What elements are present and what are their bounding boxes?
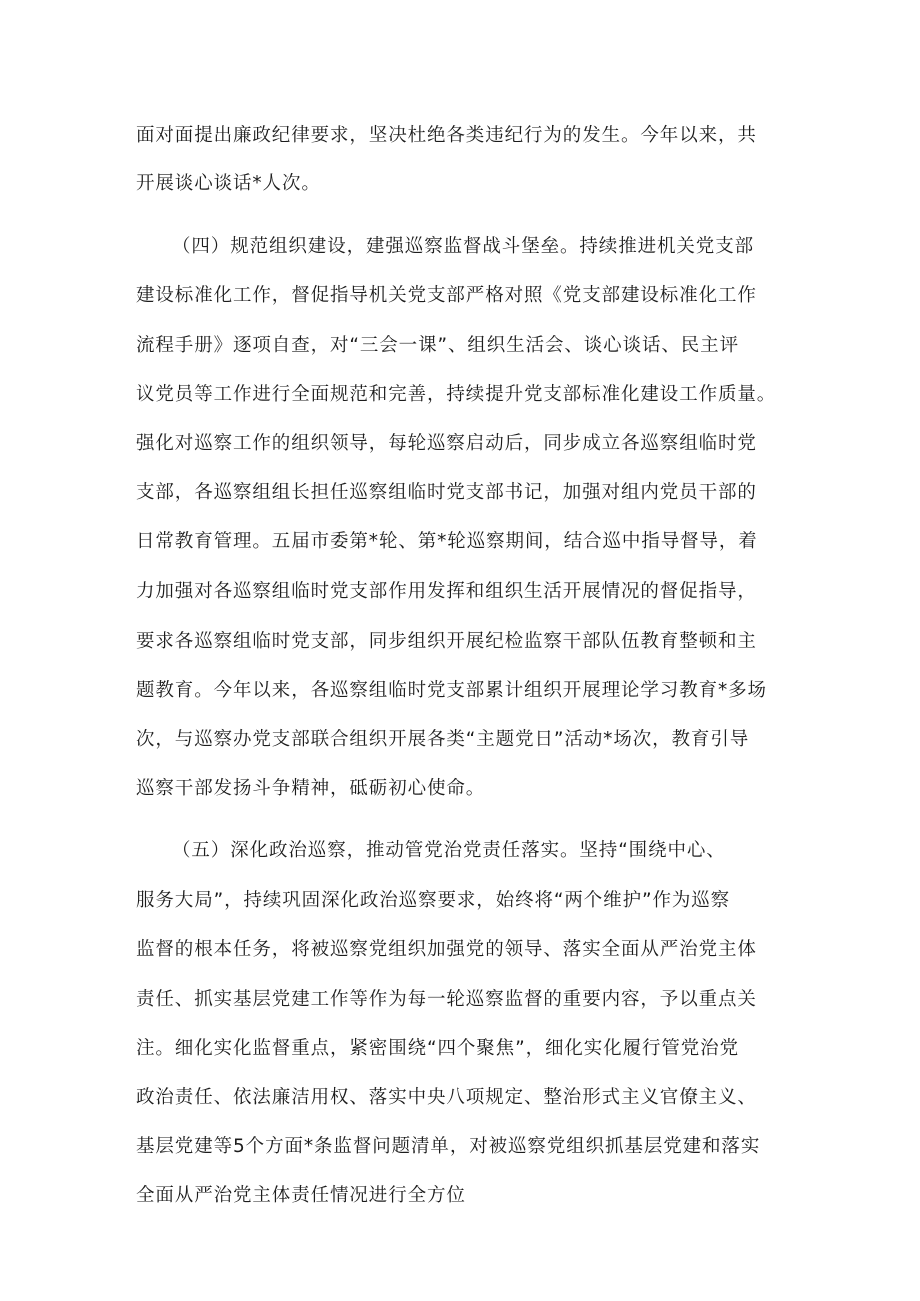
section-heading-line: （四）规范组织建设，建强巡察监督战斗堡垒。持续推进机关党支部	[172, 236, 755, 257]
text-line: 面对面提出廉政纪律要求，坚决杜绝各类违纪行为的发生。今年以来，共	[136, 125, 757, 146]
text-line: 注。细化实化监督重点，紧密围绕“四个聚焦”，细化实化履行管党治党	[136, 1038, 739, 1059]
text-line: 建设标准化工作，督促指导机关党支部严格对照《党支部建设标准化工作	[136, 285, 757, 306]
text-line: 基层党建等5个方面*条监督问题清单，对被巡察党组织抓基层党建和落实	[136, 1136, 761, 1157]
text-line: 流程手册》逐项自查，对“三会一课”、组织生活会、谈心谈话、民主评	[136, 335, 739, 356]
text-line: 支部，各巡察组组长担任巡察组临时党支部书记，加强对组内党员干部的	[136, 482, 757, 503]
section-heading-line: （五）深化政治巡察，推动管党治党责任落实。坚持“围绕中心、	[172, 840, 726, 861]
text-line: 责任、抓实基层党建工作等作为每一轮巡察监督的重要内容，予以重点关	[136, 989, 757, 1010]
text-line: 监督的根本任务，将被巡察党组织加强党的领导、落实全面从严治党主体	[136, 939, 757, 960]
text-line: 议党员等工作进行全面规范和完善，持续提升党支部标准化建设工作质量。	[136, 384, 777, 405]
text-line: 日常教育管理。五届市委第*轮、第*轮巡察期间，结合巡中指导督导，着	[136, 531, 758, 552]
text-line: 次，与巡察办党支部联合组织开展各类“主题党日”活动*场次，教育引导	[136, 729, 750, 750]
text-line: 力加强对各巡察组临时党支部作用发挥和组织生活开展情况的督促指导，	[136, 581, 757, 602]
text-line: 巡察干部发扬斗争精神，砥砺初心使命。	[136, 778, 486, 799]
text-line: 开展谈心谈话*人次。	[136, 173, 321, 194]
text-line: 强化对巡察工作的组织领导，每轮巡察启动后，同步成立各巡察组临时党	[136, 433, 757, 454]
text-line: 要求各巡察组临时党支部，同步组织开展纪检监察干部队伍教育整顿和主	[136, 631, 757, 652]
text-line: 服务大局”，持续巩固深化政治巡察要求，始终将“两个维护”作为巡察	[136, 890, 731, 911]
text-line: 政治责任、依法廉洁用权、落实中央八项规定、整治形式主义官僚主义、	[136, 1087, 757, 1108]
text-line: 全面从严治党主体责任情况进行全方位	[136, 1185, 466, 1206]
text-line: 题教育。今年以来，各巡察组临时党支部累计组织开展理论学习教育*多场	[136, 680, 767, 701]
